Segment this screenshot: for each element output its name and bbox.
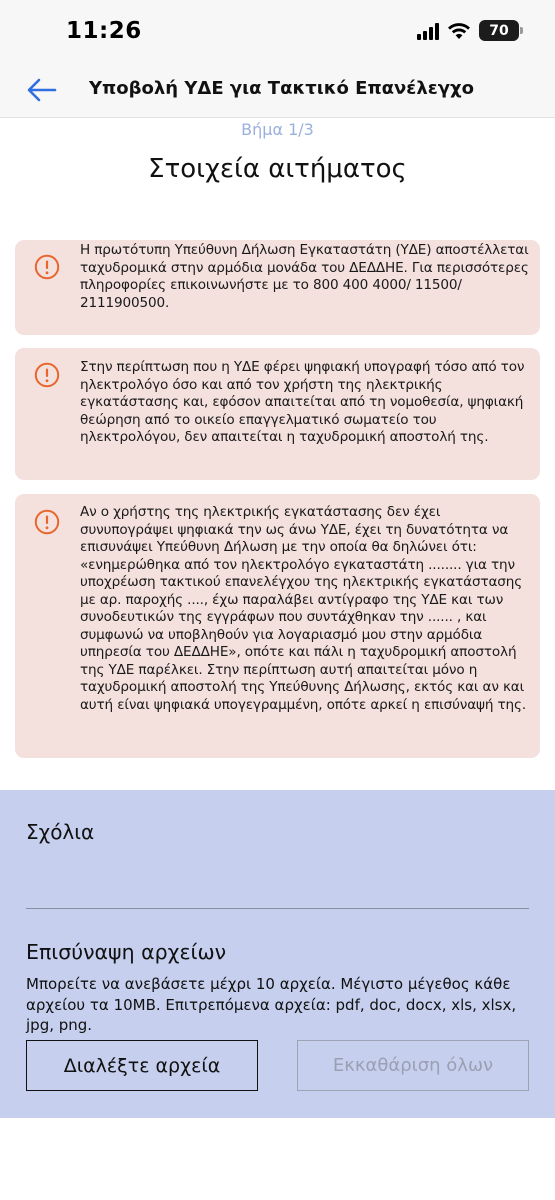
- clear-all-button: Εκκαθάριση όλων: [297, 1040, 529, 1091]
- comments-label: Σχόλια: [26, 820, 95, 844]
- cellular-signal-icon: [417, 22, 439, 40]
- notice-text: Αν ο χρήστης της ηλεκτρικής εγκατάστασης δεν έχει συνυπογράψει ψηφιακά την ως άνω ΥΔΕ, έχει τη δυνατότητα να επισυνάψει Υπεύθυνη Δήλωση με την οποία θα δηλώνει ότι: «ενημερώθηκα από τον ηλεκτρολόγο εγκαταστάτη ........ για την υποχρέωση τακτικού επανελέγχου της ηλεκτρικής εγκατάστασης με αρ. παροχής ...., έχω παραλάβει αντίγραφο της ΥΔΕ και των συνοδευτικών της εγγράφων που συντάχθηκαν την ...... , και συμφωνώ να υποβληθούν για λογαριασμό μου στην αρμόδια υπηρεσία του ΔΕΔΔΗΕ», οπότε και πάλι η ταχυδρομική αποστολή της ΥΔΕ παρέλκει. Στην περίπτωση αυτή απαιτείται μόνο η ταχυδρομική αποστολή της Υπεύθυνης Δήλωσης, εκτός και αν και αυτή είναι ψηφιακά υπογεγραμμένη, οπότε αρκεί η επισύναψή της.: [80, 504, 527, 713]
- warning-circle-icon: [34, 509, 60, 535]
- status-indicators: [417, 20, 519, 41]
- status-time: 11:26: [66, 18, 142, 44]
- page-title: Υποβολή ΥΔΕ για Τακτικό Επανέλεγχο: [89, 78, 474, 99]
- form-panel: [0, 790, 555, 1118]
- warning-circle-icon: [34, 362, 60, 388]
- status-bar: [0, 0, 555, 62]
- info-notice: [15, 240, 540, 335]
- section-heading: Στοιχεία αιτήματος: [148, 154, 407, 184]
- warning-circle-icon: [34, 254, 60, 280]
- battery-icon: 70: [479, 20, 519, 41]
- wifi-icon: [447, 22, 471, 40]
- choose-files-button[interactable]: Διαλέξτε αρχεία: [26, 1040, 258, 1091]
- comments-input[interactable]: [26, 908, 529, 909]
- arrow-left-icon[interactable]: [26, 76, 58, 104]
- notice-text: Η πρωτότυπη Υπεύθυνη Δήλωση Εγκαταστάτη (ΥΔΕ) αποστέλλεται ταχυδρομικά στην αρμόδια μονάδα του ΔΕΔΔΗΕ. Για περισσότερες πληροφορίες επικοινωνήστε με το 800 400 4000/ 11500/ 2111900500.: [80, 242, 529, 311]
- attachments-description: Μπορείτε να ανεβάσετε μέχρι 10 αρχεία. Μέγιστο μέγεθος κάθε αρχείου τα 10MB. Επιτρεπόμενα αρχεία: pdf, doc, docx, xls, xlsx, jpg, png.: [26, 975, 517, 1034]
- info-notice: [15, 348, 540, 480]
- info-notice: [15, 494, 540, 758]
- step-indicator: Βήμα 1/3: [241, 120, 314, 139]
- app-header: [0, 62, 555, 118]
- attachments-title: Επισύναψη αρχείων: [26, 940, 227, 964]
- notice-text: Στην περίπτωση που η ΥΔΕ φέρει ψηφιακή υπογραφή τόσο από τον ηλεκτρολόγο όσο και από τον χρήστη της ηλεκτρικής εγκατάστασης και, εφόσον απαιτείται από τη νομοθεσία, ψηφιακή θεώρηση από το οικείο επαγγελματικό σωματείο του ηλεκτρολόγου, δεν απαιτείται η ταχυδρομική αποστολή της.: [80, 359, 525, 445]
